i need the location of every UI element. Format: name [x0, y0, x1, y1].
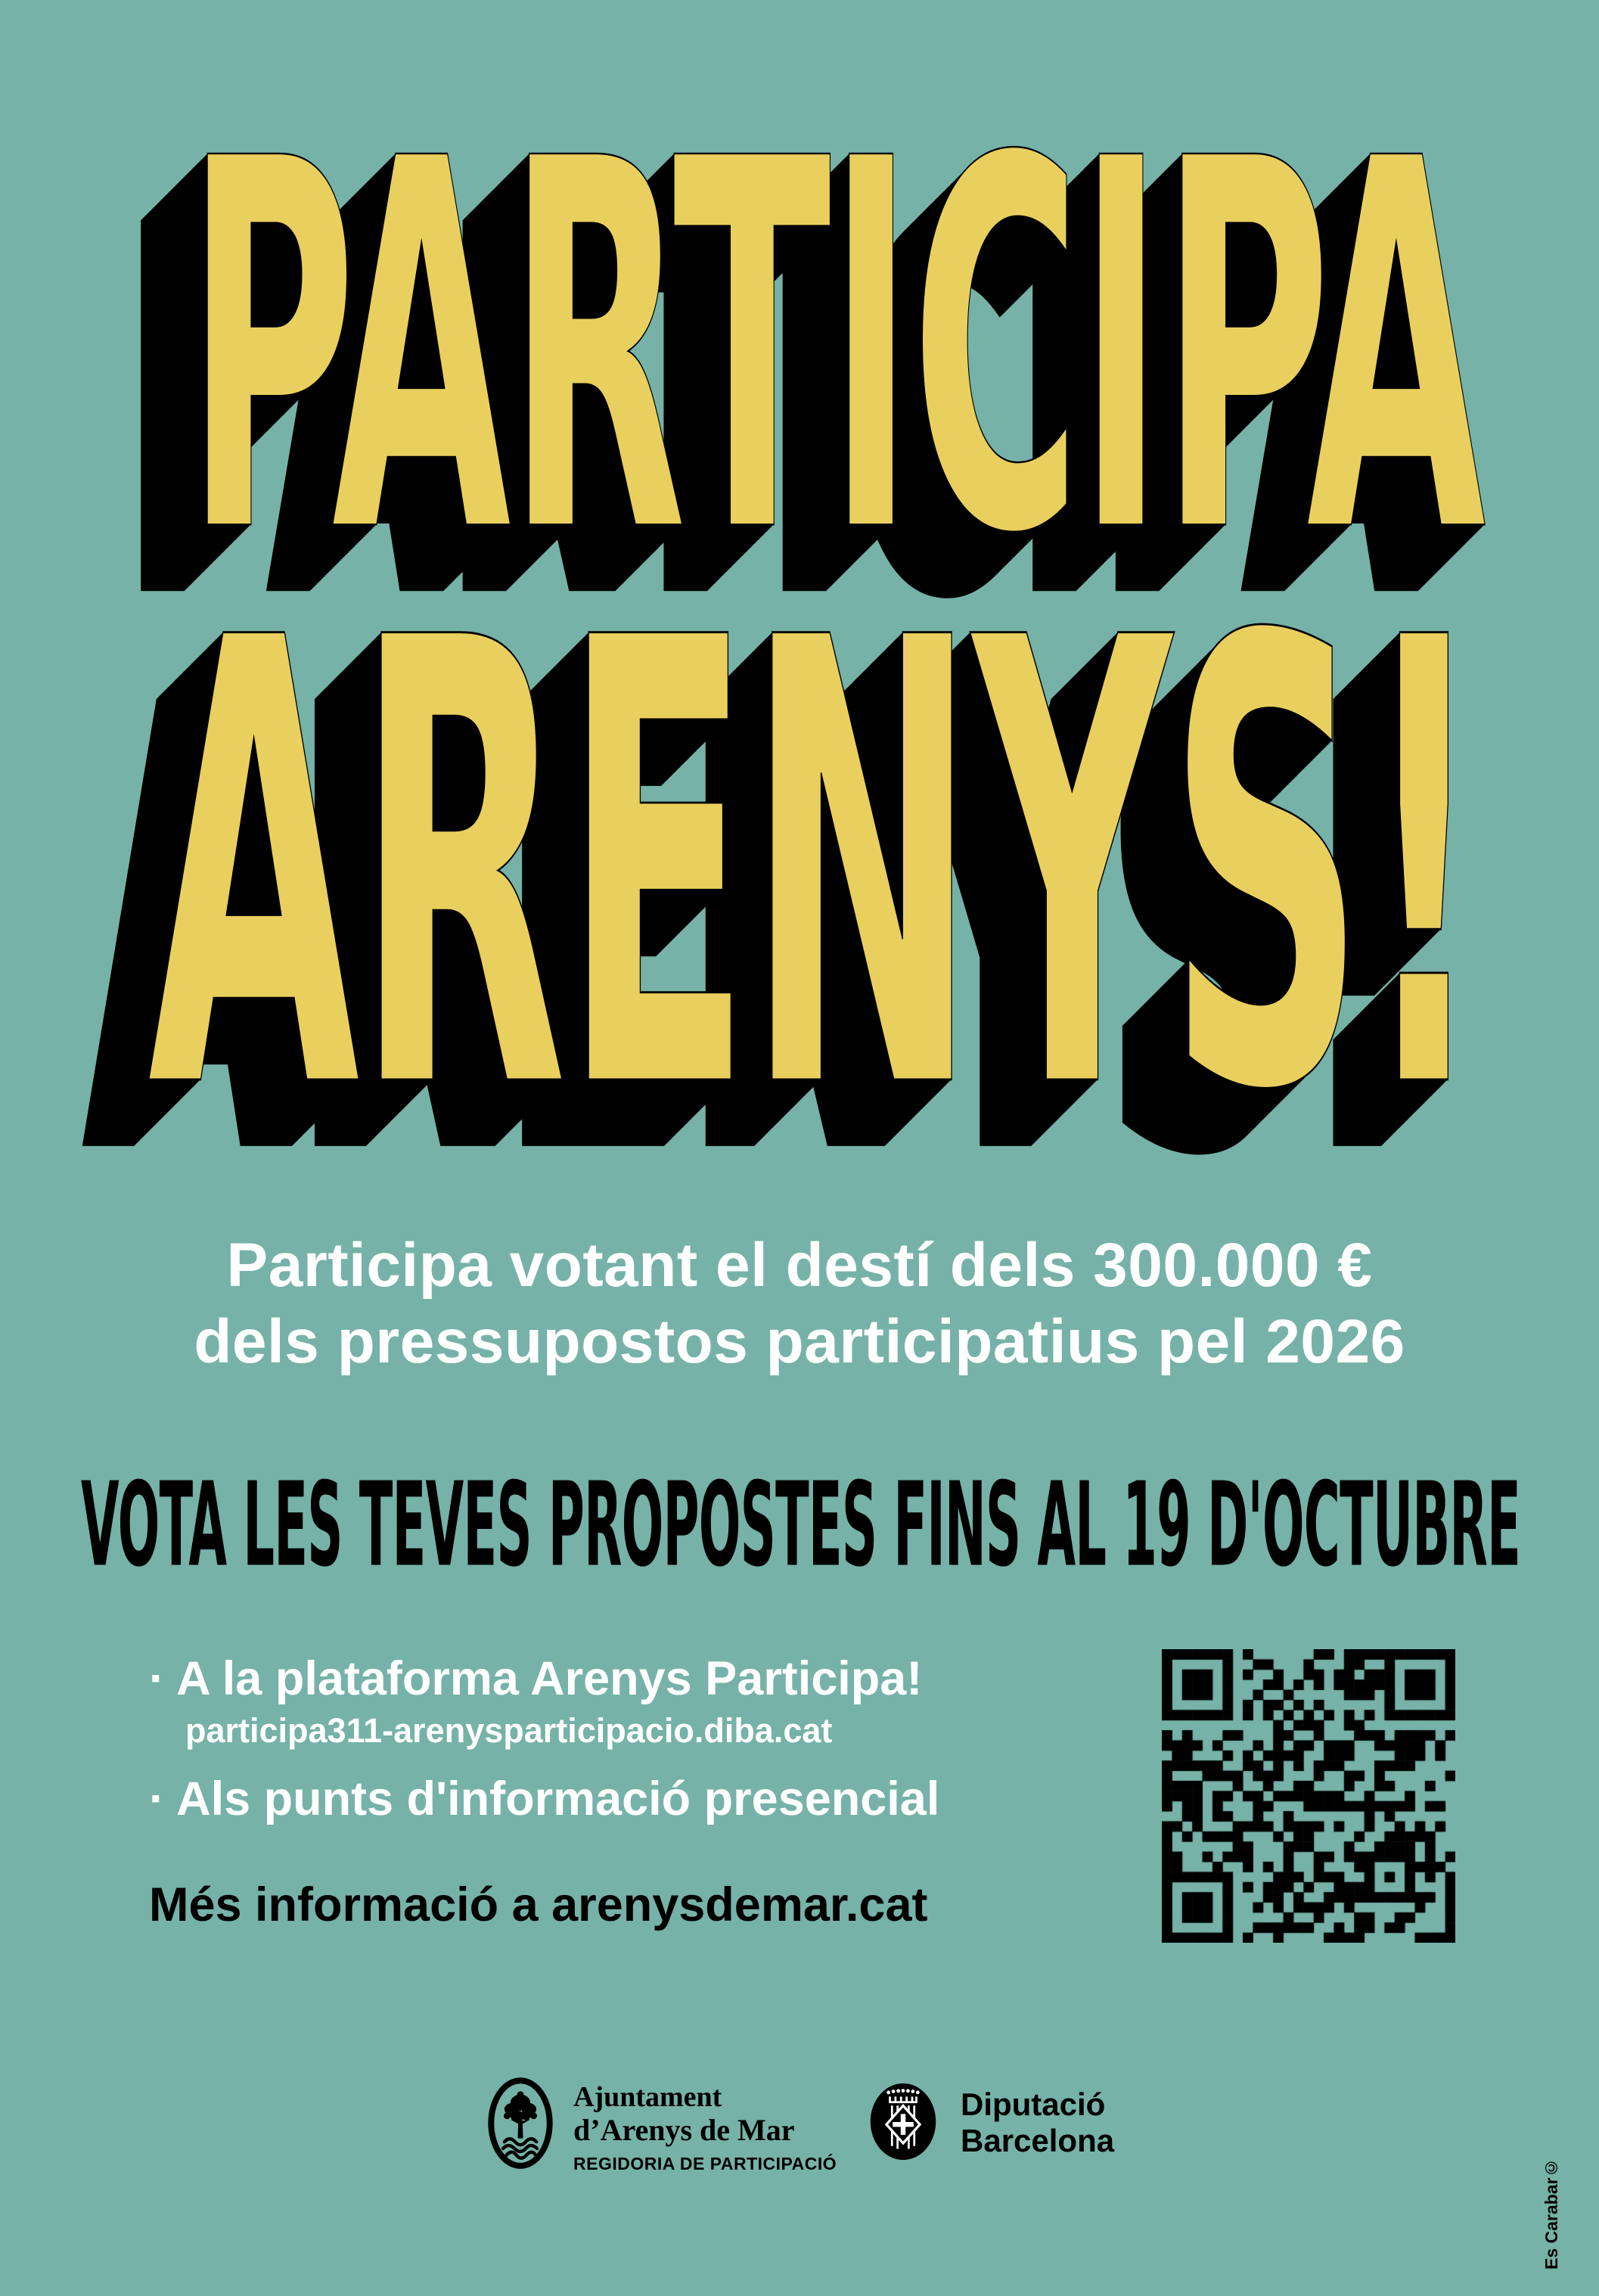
ajuntament-line-3: REGIDORIA DE PARTICIPACIÓ [573, 2154, 837, 2173]
subtitle [0, 1227, 1599, 1380]
title-line-2 [147, 508, 1483, 1227]
subtitle-line-2: dels pressupostos participatius pel 2026 [194, 1307, 1405, 1376]
diputacio-emblem-icon [868, 2082, 938, 2162]
platform-url-text: participa311-arenysparticipacio.diba.cat [185, 1711, 833, 1750]
channel-item-info-points [149, 1772, 939, 1826]
credit-text: Es Carabar© [1542, 2158, 1561, 2270]
ajuntament-line-1: Ajuntament [573, 2081, 722, 2113]
title-line-1-text: PARTICIPA [186, 51, 1483, 647]
arenys-crest-icon [487, 2076, 554, 2171]
more-info-text: Més informació a arenysdemar.cat [149, 1878, 928, 1931]
more-info [149, 1878, 927, 1932]
channel-item-platform-text: · A la plataforma Arenys Participa! [149, 1652, 923, 1705]
subtitle-line-1: Participa votant el destí dels 300.000 € [226, 1231, 1373, 1300]
headline-vote-deadline [81, 1456, 1599, 1593]
diputacio-line-2: Barcelona [961, 2123, 1115, 2158]
title-line-2-text: ARENYS! [147, 508, 1483, 1227]
platform-url [185, 1711, 832, 1751]
headline-vote-deadline-text: VOTA LES TEVES PROPOSTES FINS AL 19 D'OCTUBRE [81, 1456, 1521, 1593]
channel-item-info-points-text: · Als punts d'informació presencial [149, 1772, 940, 1825]
ajuntament-line-2: d’Arenys de Mar [573, 2113, 795, 2147]
ajuntament-label [573, 2082, 837, 2174]
channel-item-platform [149, 1651, 922, 1706]
credit [1542, 2155, 1562, 2270]
diputacio-line-1: Diputació [961, 2086, 1106, 2122]
qr-code-icon [1162, 1649, 1455, 1943]
diputacio-label [961, 2086, 1114, 2159]
title-line-1 [186, 51, 1483, 647]
